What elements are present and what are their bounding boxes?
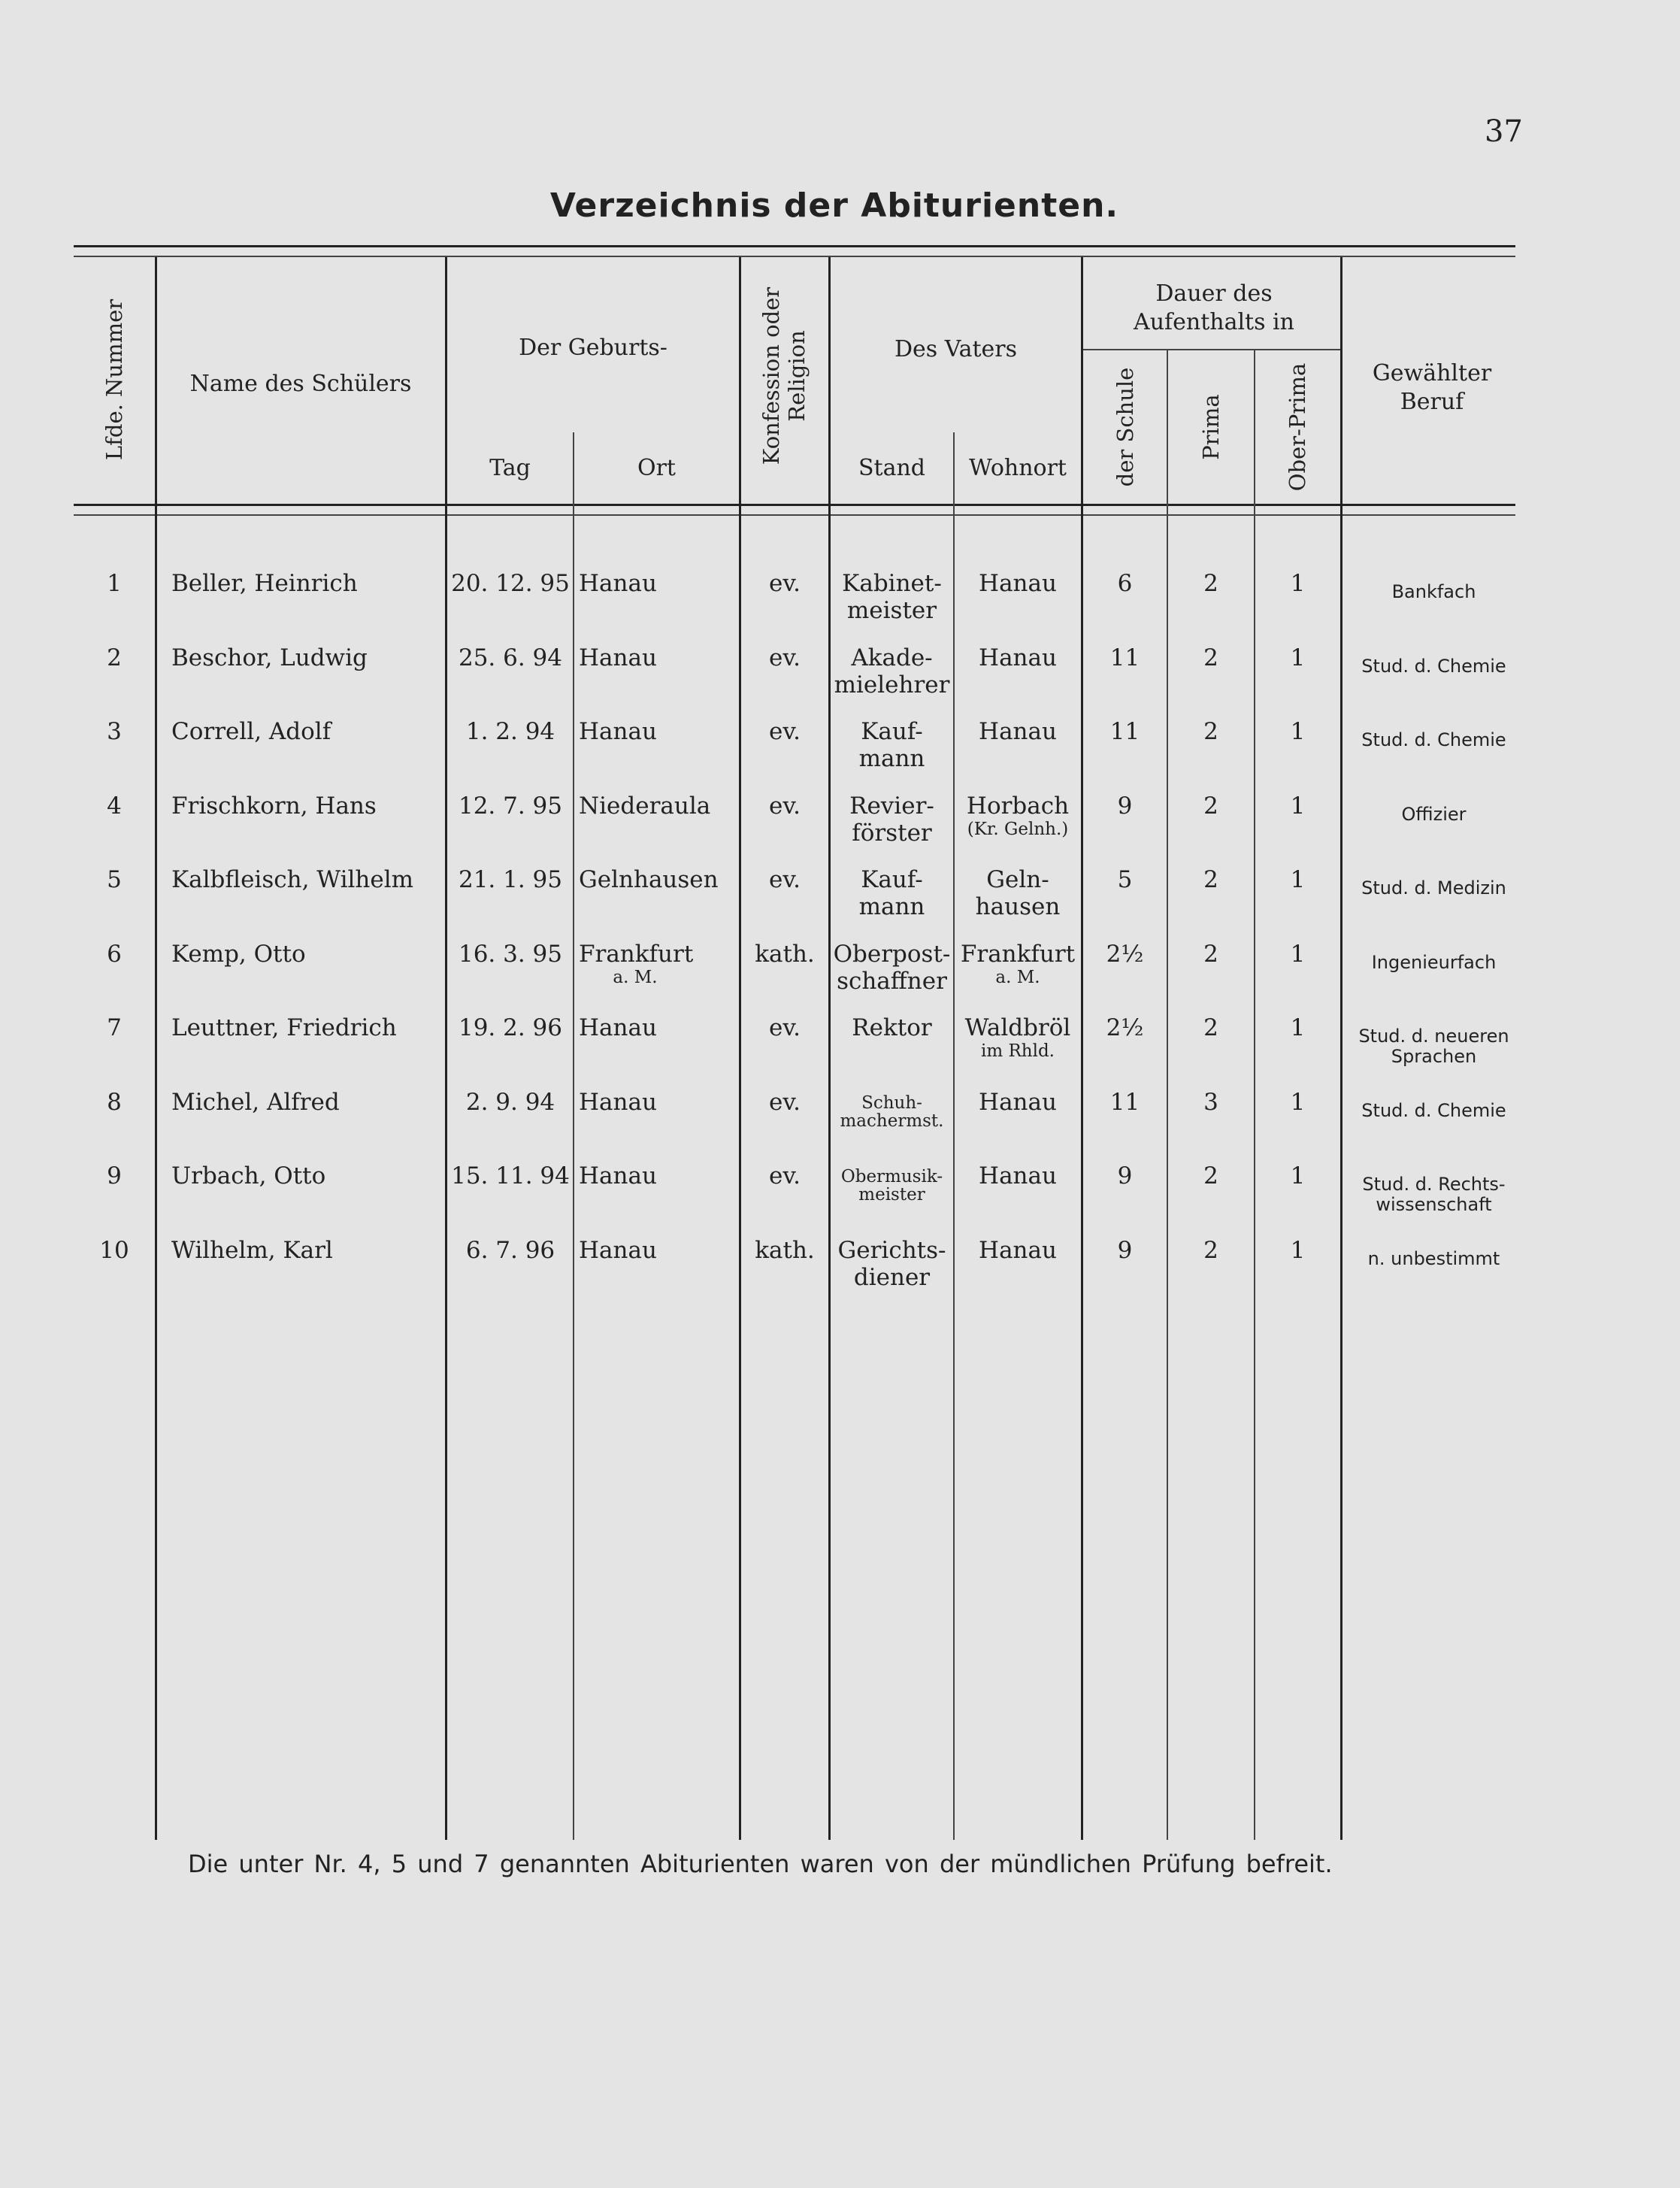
cell-konf: ev. (768, 570, 801, 597)
cell-beruf: Stud. d. neueren (1358, 1026, 1509, 1047)
cell-prima: 2 (1203, 940, 1218, 968)
cell-schule: 11 (1109, 644, 1140, 671)
cell-stand2: mann (858, 745, 925, 772)
cell-beruf2: Sprachen (1391, 1046, 1477, 1067)
cell-konf: kath. (755, 1236, 815, 1264)
cell-wohn2: hausen (975, 893, 1061, 920)
cell-prima: 3 (1203, 1088, 1218, 1116)
cell-prima: 2 (1203, 792, 1218, 820)
cell-stand2: förster (852, 819, 932, 847)
header-nummer: Lfde. Nummer (101, 299, 127, 461)
header-dauer: Dauer des Aufenthalts in (1134, 280, 1294, 335)
cell-tag: 15. 11. 94 (451, 1162, 570, 1189)
cell-stand2: mielehrer (834, 671, 950, 699)
cell-prima: 2 (1203, 644, 1218, 671)
cell-wohn2: (Kr. Gelnh.) (967, 819, 1069, 839)
cell-wohn: Hanau (979, 718, 1057, 745)
cell-oprima: 1 (1290, 1236, 1306, 1264)
cell-oprima: 1 (1290, 1088, 1306, 1116)
cell-wohn: Waldbröl (964, 1014, 1071, 1041)
cell-stand: Revier- (849, 792, 934, 820)
cell-beruf: Ingenieurfach (1371, 951, 1497, 973)
cell-ort: Gelnhausen (579, 866, 719, 893)
header-ort: Ort (637, 455, 676, 481)
col-line-1 (155, 257, 157, 1840)
cell-konf: ev. (768, 718, 801, 745)
col-line-5 (828, 257, 831, 1840)
cell-ort2: a. M. (613, 967, 658, 987)
cell-wohn: Hanau (979, 1236, 1057, 1264)
cell-ort: Hanau (579, 1088, 657, 1116)
cell-stand2: machermst. (840, 1111, 944, 1131)
page-title: Verzeichnis der Abiturienten. (549, 186, 1119, 225)
col-line-3 (573, 432, 574, 1840)
cell-beruf2: wissenschaft (1376, 1194, 1492, 1215)
cell-name: Correll, Adolf (171, 718, 331, 745)
header-tag: Tag (489, 455, 531, 481)
cell-stand: Oberpost- (833, 940, 951, 968)
cell-prima: 2 (1203, 1162, 1218, 1189)
cell-name: Urbach, Otto (171, 1162, 326, 1189)
cell-name: Beller, Heinrich (171, 570, 358, 597)
col-line-4 (739, 257, 741, 1840)
header-schule: der Schule (1112, 367, 1138, 487)
cell-konf: ev. (768, 792, 801, 820)
cell-oprima: 1 (1290, 866, 1306, 893)
col-line-2 (445, 257, 447, 1840)
cell-nr: 5 (107, 866, 122, 893)
header-konfession: Konfession oder Religion (758, 286, 810, 465)
cell-stand2: mann (858, 893, 925, 920)
cell-nr: 8 (107, 1088, 122, 1116)
cell-name: Kalbfleisch, Wilhelm (171, 866, 414, 893)
header-vater: Des Vaters (894, 336, 1018, 362)
table-top-rule-2 (74, 256, 1515, 257)
cell-nr: 1 (107, 570, 122, 597)
cell-stand2: diener (853, 1263, 931, 1291)
cell-prima: 2 (1203, 718, 1218, 745)
page-number: 37 (1485, 114, 1523, 149)
cell-beruf: Bankfach (1391, 581, 1476, 602)
cell-schule: 9 (1117, 1236, 1133, 1264)
cell-ort: Hanau (579, 1162, 657, 1189)
header-wohnort: Wohnort (969, 455, 1067, 481)
cell-konf: ev. (768, 1014, 801, 1041)
cell-ort: Hanau (579, 570, 657, 597)
cell-oprima: 1 (1290, 570, 1306, 597)
cell-oprima: 1 (1290, 792, 1306, 820)
cell-stand2: schaffner (837, 967, 947, 995)
cell-beruf: Stud. d. Medizin (1361, 877, 1506, 899)
cell-schule: 6 (1117, 570, 1133, 597)
col-line-10 (1340, 257, 1342, 1840)
cell-name: Frischkorn, Hans (171, 792, 377, 820)
cell-schule: 2½ (1106, 940, 1144, 968)
cell-nr: 9 (107, 1162, 122, 1189)
cell-ort: Hanau (579, 644, 657, 671)
cell-name: Leuttner, Friedrich (171, 1014, 397, 1041)
cell-tag: 1. 2. 94 (465, 718, 555, 745)
cell-ort: Hanau (579, 1236, 657, 1264)
cell-nr: 2 (107, 644, 122, 671)
cell-nr: 6 (107, 940, 122, 968)
cell-beruf: Stud. d. Chemie (1361, 655, 1506, 677)
cell-oprima: 1 (1290, 1014, 1306, 1041)
cell-oprima: 1 (1290, 1162, 1306, 1189)
cell-tag: 20. 12. 95 (451, 570, 570, 597)
cell-prima: 2 (1203, 1014, 1218, 1041)
cell-wohn: Hanau (979, 644, 1057, 671)
cell-nr: 7 (107, 1014, 122, 1041)
cell-prima: 2 (1203, 866, 1218, 893)
cell-ort: Hanau (579, 718, 657, 745)
cell-nr: 3 (107, 718, 122, 745)
cell-wohn: Hanau (979, 1162, 1057, 1189)
cell-stand: Schuh- (861, 1092, 922, 1113)
cell-schule: 5 (1117, 866, 1133, 893)
cell-name: Michel, Alfred (171, 1088, 340, 1116)
cell-nr: 4 (107, 792, 122, 820)
cell-schule: 9 (1117, 1162, 1133, 1189)
cell-oprima: 1 (1290, 940, 1306, 968)
cell-stand: Kauf- (861, 866, 923, 893)
header-name: Name des Schülers (189, 371, 412, 397)
header-geburt: Der Geburts- (519, 335, 667, 361)
cell-wohn: Hanau (979, 1088, 1057, 1116)
cell-wohn2: a. M. (995, 967, 1040, 987)
cell-tag: 21. 1. 95 (458, 866, 563, 893)
cell-konf: ev. (768, 1088, 801, 1116)
table-top-rule (74, 245, 1515, 247)
cell-beruf: Stud. d. Rechts- (1362, 1174, 1506, 1195)
cell-tag: 19. 2. 96 (458, 1014, 563, 1041)
cell-wohn: Hanau (979, 570, 1057, 597)
cell-tag: 16. 3. 95 (458, 940, 563, 968)
cell-schule: 11 (1109, 1088, 1140, 1116)
header-oberprima: Ober-Prima (1285, 362, 1310, 492)
cell-nr: 10 (99, 1236, 129, 1264)
cell-stand: Kabinet- (842, 570, 942, 597)
cell-stand: Gerichts- (837, 1236, 946, 1264)
dauer-sub-rule (1082, 349, 1342, 350)
cell-stand: Akade- (851, 644, 933, 671)
cell-stand2: meister (846, 597, 937, 624)
cell-konf: ev. (768, 866, 801, 893)
cell-wohn2: im Rhld. (981, 1041, 1055, 1061)
header-stand: Stand (858, 455, 926, 481)
cell-prima: 2 (1203, 570, 1218, 597)
cell-beruf: n. unbestimmt (1367, 1247, 1500, 1269)
cell-name: Kemp, Otto (171, 940, 306, 968)
header-bottom-rule-2 (74, 514, 1515, 516)
header-prima: Prima (1198, 394, 1224, 460)
cell-beruf: Stud. d. Chemie (1361, 729, 1506, 750)
cell-name: Wilhelm, Karl (171, 1236, 333, 1264)
cell-tag: 6. 7. 96 (465, 1236, 555, 1264)
cell-stand: Rektor (852, 1014, 932, 1041)
header-beruf: Gewählter Beruf (1372, 360, 1492, 415)
cell-stand: Obermusik- (840, 1167, 943, 1186)
cell-wohn: Horbach (966, 792, 1070, 820)
cell-oprima: 1 (1290, 718, 1306, 745)
cell-ort: Niederaula (579, 792, 711, 820)
cell-schule: 11 (1109, 718, 1140, 745)
footnote: Die unter Nr. 4, 5 und 7 genannten Abiturienten waren von der mündlichen Prüfung befreit. (188, 1850, 1333, 1878)
cell-name: Beschor, Ludwig (171, 644, 368, 671)
cell-tag: 12. 7. 95 (458, 792, 563, 820)
cell-tag: 2. 9. 94 (465, 1088, 555, 1116)
cell-beruf: Offizier (1401, 803, 1467, 825)
cell-konf: ev. (768, 1162, 801, 1189)
cell-tag: 25. 6. 94 (458, 644, 563, 671)
col-line-7 (1081, 257, 1083, 1840)
cell-prima: 2 (1203, 1236, 1218, 1264)
cell-oprima: 1 (1290, 644, 1306, 671)
cell-schule: 9 (1117, 792, 1133, 820)
cell-konf: kath. (755, 940, 815, 968)
cell-wohn: Frankfurt (960, 940, 1076, 968)
cell-schule: 2½ (1106, 1014, 1144, 1041)
cell-ort: Frankfurt (579, 940, 694, 968)
cell-wohn: Geln- (986, 866, 1049, 893)
header-bottom-rule (74, 504, 1515, 506)
cell-stand2: meister (858, 1185, 925, 1205)
cell-stand: Kauf- (861, 718, 923, 745)
cell-ort: Hanau (579, 1014, 657, 1041)
cell-beruf: Stud. d. Chemie (1361, 1099, 1506, 1121)
cell-konf: ev. (768, 644, 801, 671)
